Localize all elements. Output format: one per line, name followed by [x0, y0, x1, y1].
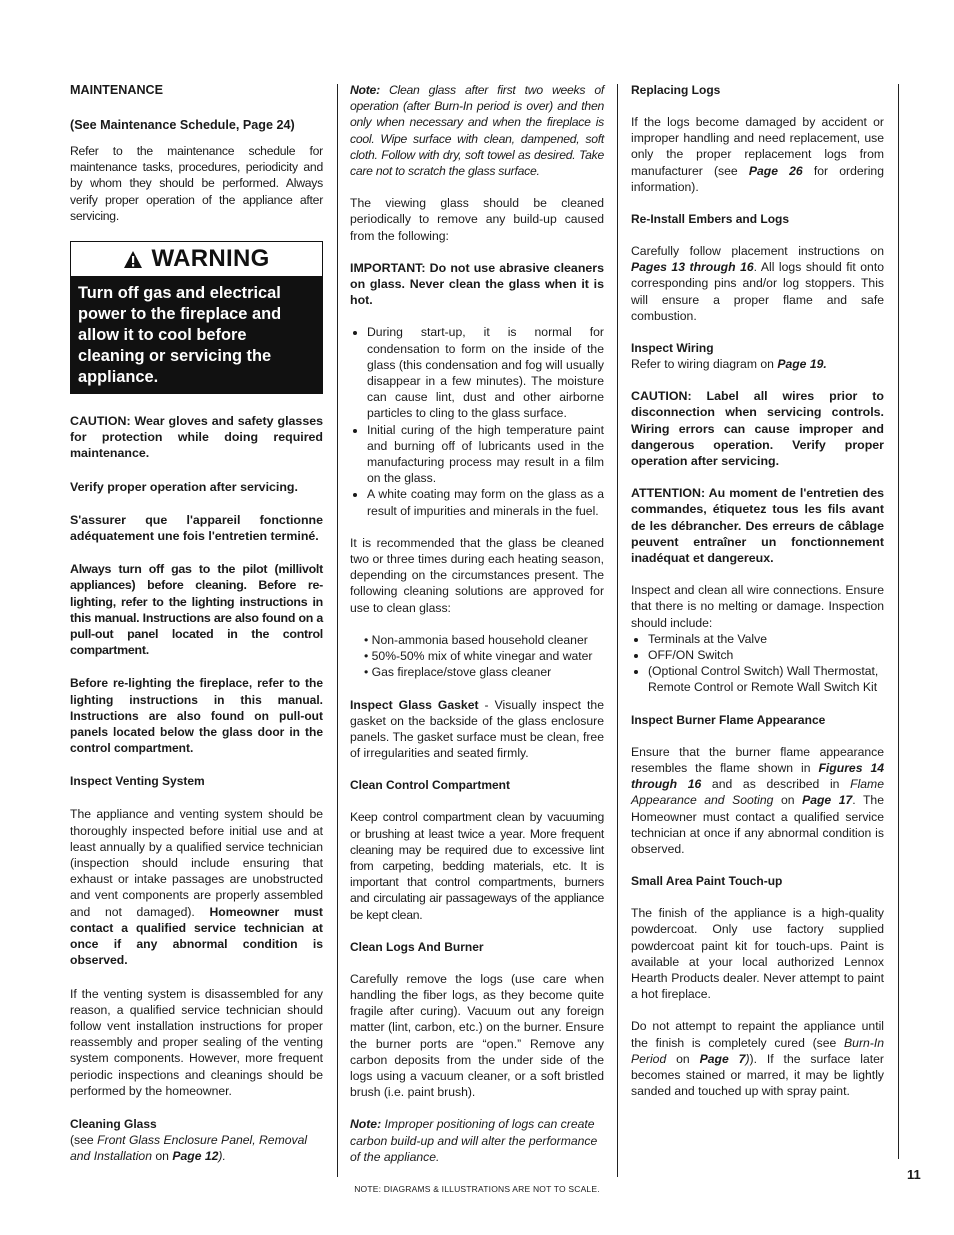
replacing-logs-text: If the logs become damaged by accident or improper handling and need replacement, use only the proper replacement logs from manufacturer (see Page 26 for ordering information).	[631, 115, 884, 194]
caution-gloves: CAUTION: Wear gloves and safety glasses for protection while doing required maintenance.	[70, 414, 323, 461]
list-item: • (Optional Control Switch) Wall Thermostat, Remote Control or Remote Wall Switch Kit	[648, 663, 884, 695]
heading-replacing-logs: Replacing Logs	[631, 83, 721, 97]
flame-appearance-text: Ensure that the burner flame appearance resembles the flame shown in Figures 14 through 16 and as described in Flame Appearance and Sooting on Page 17. The Homeowner must contact a qualified service technician at once if any abnormal condition is observed.	[631, 744, 885, 856]
caution-label-wires: CAUTION: Label all wires prior to disconnection when servicing controls. Wiring errors can cause improper and dangerous operation. Verify proper operation after servicing.	[631, 389, 884, 469]
list-item: • 50%-50% mix of white vinegar and water	[364, 649, 593, 664]
attention-french: ATTENTION: Au moment de l'entretien des commandes, étiquetez tous les fils avant de les débrancher. Des erreurs de câblage peuvent entraîner un fonctionnement inadéquat et dangereux.	[631, 486, 884, 566]
column-rule-1	[337, 84, 338, 1177]
list-item: • Terminals at the Valve	[648, 631, 884, 647]
heading-reinstall-embers: Re-Install Embers and Logs	[631, 212, 790, 227]
inspect-glass-gasket: Inspect Glass Gasket - Visually inspect the gasket on the backside of the glass enclosure panels. The gasket surface must be clean, free of irregularities and seated firmly.	[350, 697, 604, 761]
list-item: • Initial curing of the high temperature paint and burning off of lubricants used in the manufacturing process may result in a film on the glass.	[367, 422, 604, 487]
important-abrasive-notice: IMPORTANT: Do not use abrasive cleaners on glass. Never clean the glass when it is hot.	[350, 260, 604, 308]
column-rule-2	[617, 84, 618, 1177]
list-item: • OFF/ON Switch	[648, 647, 884, 663]
list-item: • Gas fireplace/stove glass cleaner	[364, 665, 552, 680]
cleaning-recommendation: It is recommended that the glass be cleaned two or three times during each heating season, depending on the circumstances present. The following cleaning solutions are approved for use to clean glass:	[350, 535, 604, 615]
repaint-text: Do not attempt to repaint the appliance until the finish is completely cured (see Burn-In Period on Page 7)). If the surface later becomes stained or marred, it may be lightly sanded and touched up with spray paint.	[631, 1019, 884, 1099]
column-3	[631, 82, 884, 1099]
glass-note: Note: Clean glass after first two weeks of operation (after Burn-In period is over) and then only when necessary and when the fireplace is cool. Wipe surface with clean, dampened, soft cloth. Follow with dry, soft towel as desired. Take care not to scratch the glass surface.	[350, 83, 604, 179]
heading-inspect-wiring: Inspect Wiring	[631, 341, 714, 356]
page-number: 11	[907, 1167, 921, 1182]
warning-title: WARNING	[151, 245, 270, 273]
turn-off-gas-notice: Always turn off gas to the pilot (millivolt appliances) before cleaning. Before re-lighting, refer to the lighting instructions in this manual. Instructions are also found on a pull-out panel located in the control compartment.	[70, 562, 323, 658]
section-heading-maintenance: MAINTENANCE	[70, 83, 164, 97]
logs-burner-text: Carefully remove the logs (use care when handling the fiber logs, as they become quite fragile after curing). Vacuum out any foreign matter (lint, carbon, etc.) on the burner. Ensure the burner ports are “open.” Remove any carbon deposits from the under side of the logs using a vacuum cleaner, or a soft bristled brush (i.e. paint brush).	[350, 971, 604, 1100]
inspection-list	[631, 631, 884, 696]
wiring-text: Refer to wiring diagram on Page 19.	[631, 357, 827, 372]
logs-positioning-note: Note: Improper positioning of logs can create carbon build-up and will alter the performance of the appliance.	[350, 1117, 598, 1164]
reinstall-text: Carefully follow placement instructions on Pages 13 through 16. All logs should fit onto corresponding pins and/or log stoppers. This will ensure a proper flame and safe combustion.	[631, 244, 884, 323]
warning-triangle-icon	[123, 250, 143, 269]
list-item: • A white coating may form on the glass as a result of impurities and minerals in the fuel.	[367, 486, 604, 518]
venting-text: The appliance and venting system should be thoroughly inspected before initial use and at least annually by a qualified service technician (inspection should include ensuring that exhaust or intake passages are unobstructed and vent components are properly assembled and not damaged). Homeowner must contact a qualified service technician at once if any abnormal condition is observed.	[70, 807, 323, 968]
maintenance-intro: Refer to the maintenance schedule for maintenance tasks, procedures, periodicity and by whom they should be performed. Always verify proper operation of the appliance after servicing.	[70, 144, 323, 223]
relighting-notice: Before re-lighting the fireplace, refer to the lighting instructions in this manual. Instructions are also found on pull-out panels located below the glass door in the control compartment.	[70, 676, 323, 756]
warning-box	[70, 241, 323, 394]
cleaning-solutions-list	[350, 632, 604, 681]
column-rule-3	[898, 84, 899, 1159]
venting-disassembled-text: If the venting system is disassembled for any reason, a qualified service technician should follow vent installation instructions for proper reassembly and proper sealing of the venting system components. However, more frequent periodic inspections and cleanings should be performed by the homeowner.	[70, 986, 323, 1098]
inspect-connections-text: Inspect and clean all wire connections. Ensure that there is no melting or damage. Inspection should include:	[631, 583, 884, 630]
verify-operation: Verify proper operation after servicing.	[70, 479, 298, 494]
cleaning-glass-reference: (see Front Glass Enclosure Panel, Removal and Installation on Page 12).	[70, 1132, 308, 1164]
warning-header	[70, 241, 323, 277]
verify-operation-french: S'assurer que l'appareil fonctionne adéquatement une fois l'entretien terminé.	[70, 512, 323, 544]
heading-paint-touchup: Small Area Paint Touch-up	[631, 874, 783, 889]
viewing-glass-text: The viewing glass should be cleaned periodically to remove any build-up caused from the following:	[350, 196, 604, 243]
column-2	[350, 82, 604, 1165]
heading-clean-control-compartment: Clean Control Compartment	[350, 778, 511, 793]
scale-footnote: NOTE: DIAGRAMS & ILLUSTRATIONS ARE NOT TO SCALE.	[354, 1184, 600, 1194]
list-item: • Non-ammonia based household cleaner	[364, 632, 588, 647]
maintenance-schedule-ref: (See Maintenance Schedule, Page 24)	[70, 118, 295, 132]
glass-buildup-list	[350, 324, 604, 518]
warning-text: Turn off gas and electrical power to the fireplace and allow it to cool before cleaning or servicing the appliance.	[78, 284, 282, 387]
column-1	[70, 82, 323, 1164]
heading-inspect-flame: Inspect Burner Flame Appearance	[631, 712, 826, 727]
list-item: • During start-up, it is normal for condensation to form on the inside of the glass (this condensation and fog will usually disappear in a few minutes). The moisture can cause lint, dust and other airborne particles to cling to the glass surface.	[367, 324, 604, 421]
control-compartment-text: Keep control compartment clean by vacuuming or brushing at least twice a year. More frequent cleaning may be required due to excessive lint from carpeting, bedding materials, etc. It is important that control compartments, burners and circulating air passageways of the appliance be kept clean.	[350, 810, 604, 922]
paint-touchup-text: The finish of the appliance is a high-quality powdercoat. Only use factory supplied powdercoat paint kit for touch-ups. Paint is available at your local authorized Lennox Hearth Products dealer. Never attempt to paint a hot fireplace.	[631, 906, 884, 1002]
heading-inspect-venting: Inspect Venting System	[70, 774, 205, 789]
heading-clean-logs-burner: Clean Logs And Burner	[350, 939, 484, 954]
heading-cleaning-glass: Cleaning Glass	[70, 1116, 157, 1131]
